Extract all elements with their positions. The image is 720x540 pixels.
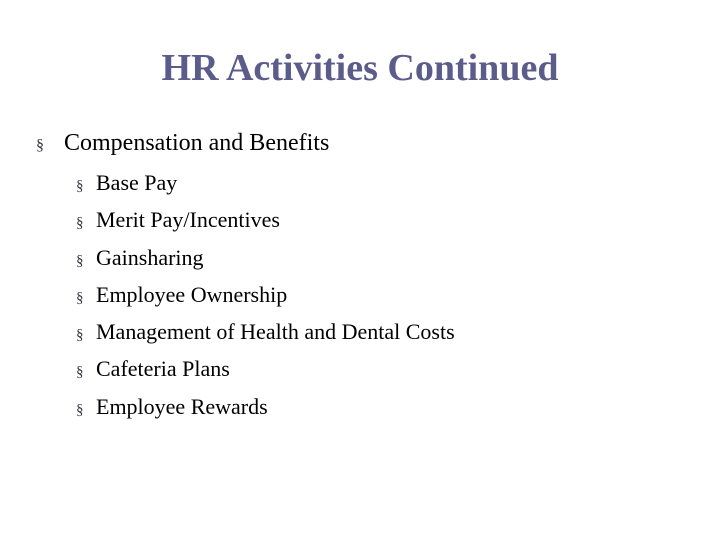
list-item-text: Cafeteria Plans <box>96 356 230 382</box>
list-item-text: Gainsharing <box>96 244 204 270</box>
sub-bullet-list <box>76 164 455 425</box>
bullet-icon: § <box>76 364 84 381</box>
list-item <box>76 201 455 238</box>
main-bullet-text: Compensation and Benefits <box>64 130 330 156</box>
bullet-icon: § <box>76 401 84 418</box>
list-item-text: Employee Ownership <box>96 281 288 307</box>
list-item <box>76 350 455 387</box>
bullet-icon: § <box>76 215 84 232</box>
list-item <box>76 239 455 276</box>
list-item <box>76 313 455 350</box>
list-item <box>76 164 455 201</box>
list-item <box>76 276 455 313</box>
bullet-icon: § <box>76 252 84 269</box>
list-item-text: Management of Health and Dental Costs <box>96 319 455 345</box>
bullet-icon: § <box>76 178 84 194</box>
list-item-text: Employee Rewards <box>96 393 268 419</box>
list-item-text: Merit Pay/Incentives <box>96 207 280 233</box>
list-item-text: Base Pay <box>96 170 178 195</box>
bullet-icon: § <box>76 289 84 306</box>
bullet-icon: § <box>76 327 84 344</box>
slide-title: HR Activities Continued <box>161 47 559 89</box>
main-bullet <box>36 125 329 164</box>
bullet-icon: § <box>36 137 44 154</box>
list-item <box>76 388 455 425</box>
